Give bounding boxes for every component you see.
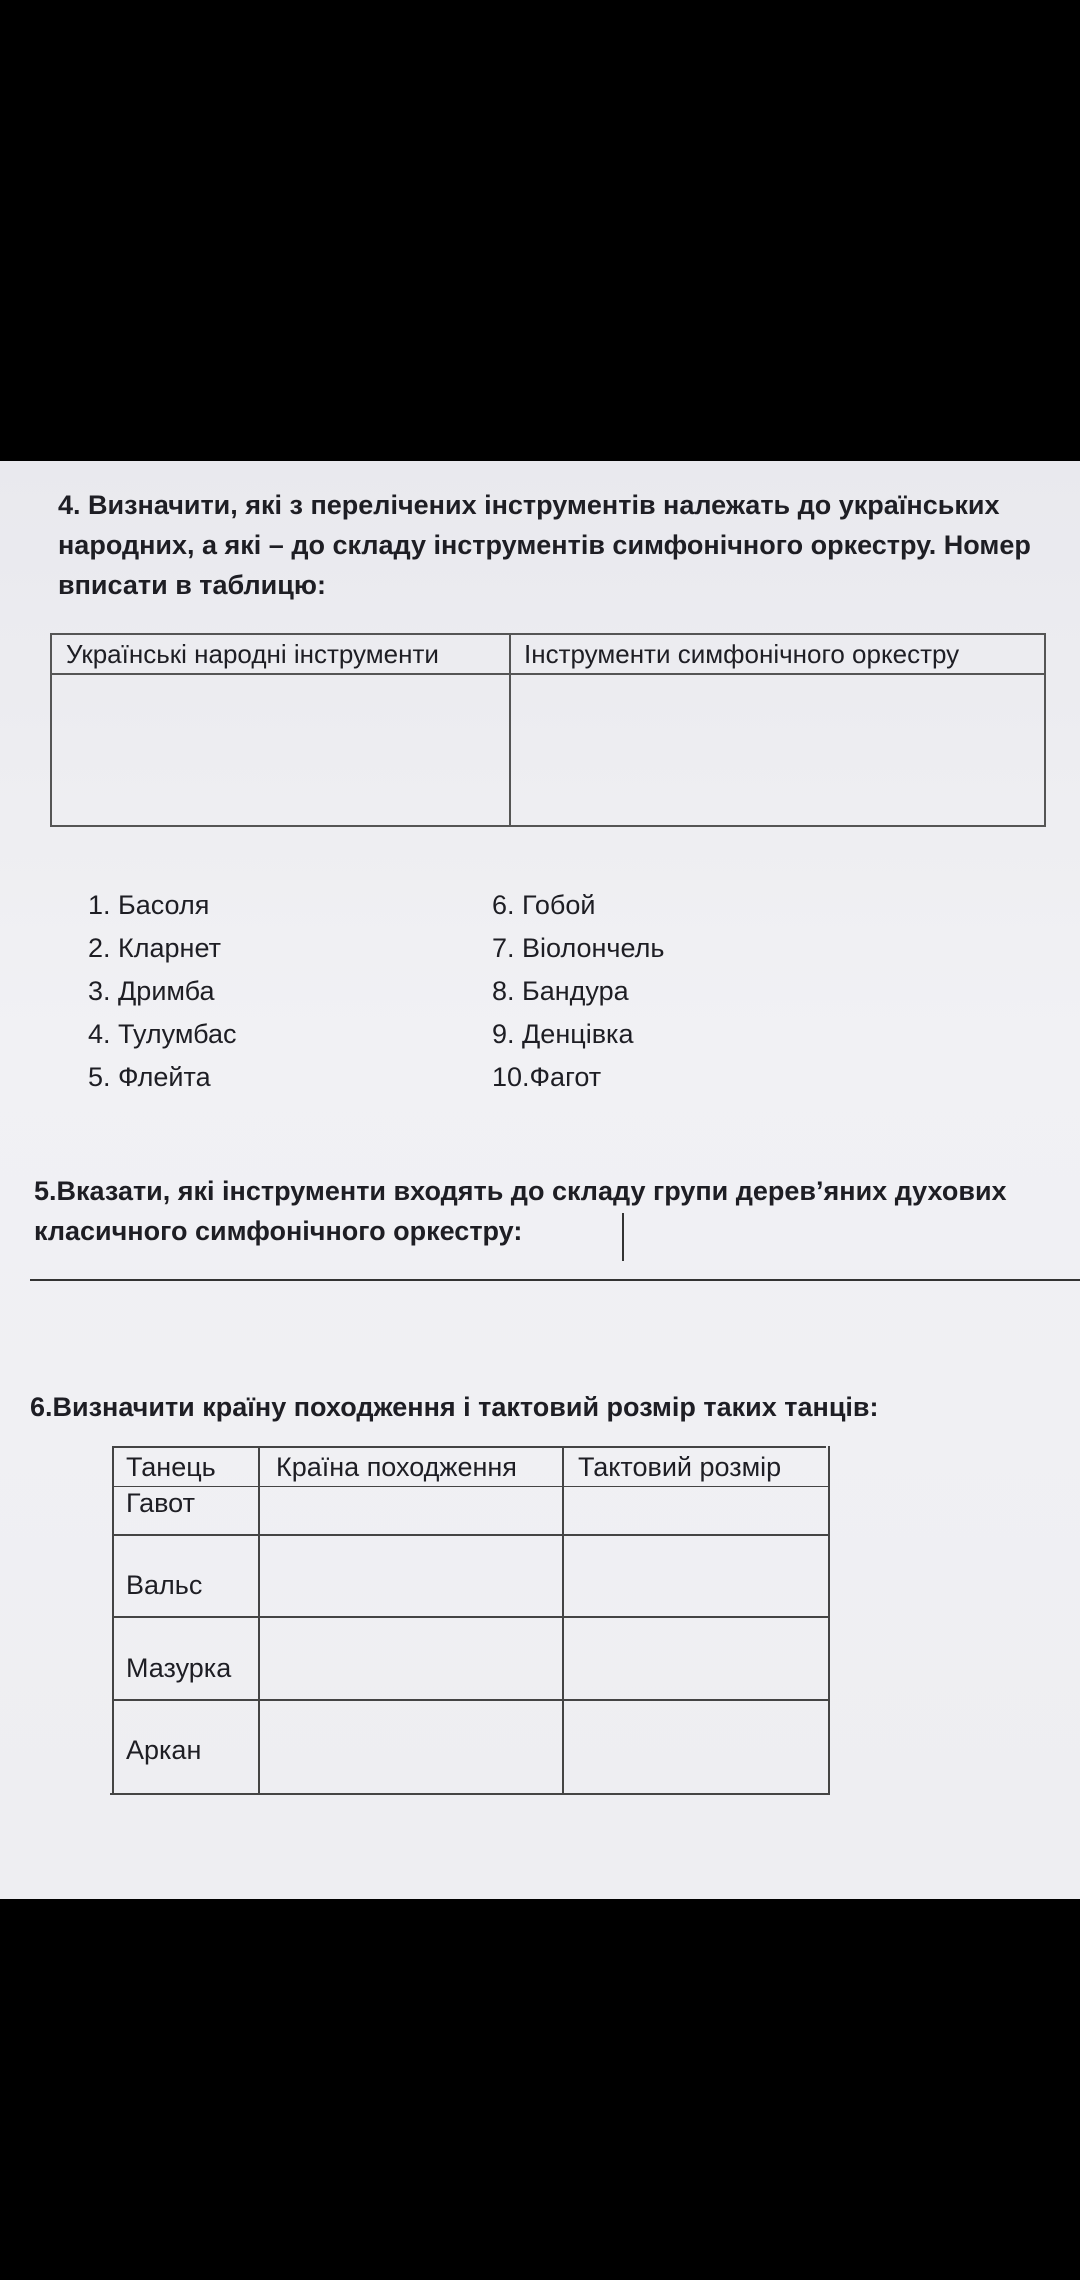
q4-line1: 4. Визначити, які з перелічених інструментів належать до українських — [58, 490, 1000, 520]
dance-table-header-line — [112, 1486, 830, 1487]
q6-title: 6.Визначити країну походження і тактовий розмір таких танців: — [30, 1392, 879, 1422]
list-item: 2. Кларнет — [88, 933, 221, 963]
header-country: Країна походження — [276, 1452, 517, 1482]
dance-name: Мазурка — [126, 1653, 232, 1683]
country-answer-cell[interactable] — [260, 1701, 560, 1793]
dance-name: Гавот — [126, 1488, 195, 1518]
dance-table-border — [112, 1446, 114, 1795]
list-item: 3. Дримба — [88, 976, 215, 1006]
symphony-instruments-answer-cell[interactable] — [511, 675, 1044, 825]
q5-line1: 5.Вказати, які інструменти входять до складу групи дерев’яних духових — [34, 1176, 1007, 1206]
dance-table-border — [110, 1793, 828, 1795]
list-item: 10.Фагот — [492, 1062, 602, 1092]
list-item: 8. Бандура — [492, 976, 629, 1006]
list-item: 1. Басоля — [88, 890, 210, 920]
dance-name: Аркан — [126, 1735, 202, 1765]
dance-table-border — [828, 1446, 830, 1795]
country-answer-cell[interactable] — [260, 1618, 560, 1699]
text-cursor — [622, 1213, 624, 1261]
q4-line3: вписати в таблицю: — [58, 570, 326, 600]
dance-table-border — [112, 1446, 826, 1448]
q5-answer-line[interactable] — [30, 1279, 1080, 1281]
country-answer-cell[interactable] — [260, 1488, 560, 1534]
worksheet-page — [0, 461, 1080, 1899]
list-item: 5. Флейта — [88, 1062, 211, 1092]
time-signature-answer-cell[interactable] — [564, 1618, 826, 1699]
list-item: 9. Денцівка — [492, 1019, 634, 1049]
folk-instruments-answer-cell[interactable] — [52, 675, 509, 825]
dance-table — [110, 1446, 830, 1819]
list-item: 7. Віолончель — [492, 933, 665, 963]
list-item: 6. Гобой — [492, 890, 596, 920]
list-item: 4. Тулумбас — [88, 1019, 237, 1049]
time-signature-answer-cell[interactable] — [564, 1701, 826, 1793]
time-signature-answer-cell[interactable] — [564, 1488, 826, 1534]
dance-name: Вальс — [126, 1570, 203, 1600]
header-symphony-instruments: Інструменти симфонічного оркестру — [524, 639, 960, 669]
q5-line2: класичного симфонічного оркестру: — [34, 1216, 523, 1246]
country-answer-cell[interactable] — [260, 1536, 560, 1616]
header-folk-instruments: Українські народні інструменти — [66, 639, 439, 669]
instrument-table — [50, 633, 1046, 827]
time-signature-answer-cell[interactable] — [564, 1536, 826, 1616]
header-dance: Танець — [126, 1452, 216, 1482]
q4-line2: народних, а які – до складу інструментів симфонічного оркестру. Номер — [58, 530, 1031, 560]
header-time-signature: Тактовий розмір — [578, 1452, 782, 1482]
